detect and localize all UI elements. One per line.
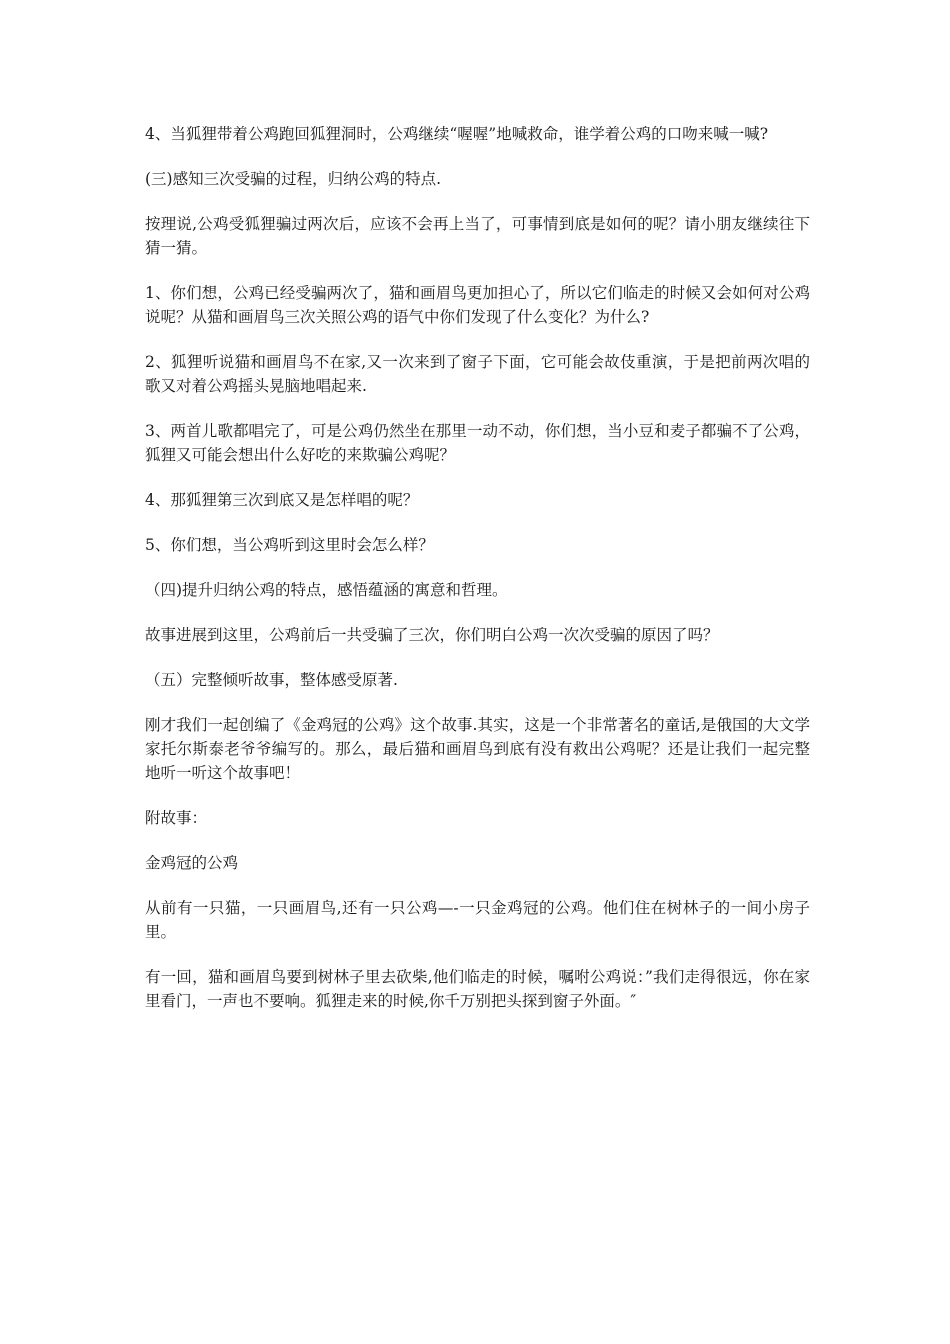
paragraph-question-1: 1、你们想，公鸡已经受骗两次了，猫和画眉鸟更加担心了，所以它们临走的时候又会如何对公鸡说呢？从猫和画眉鸟三次关照公鸡的语气中你们发现了什么变化？为什么? bbox=[145, 284, 810, 326]
story-paragraph-2: 有一回，猫和画眉鸟要到树林子里去砍柴,他们临走的时候，嘱咐公鸡说：”我们走得很远，你在家里看门，一声也不要响。狐狸走来的时候,你千万别把头探到窗子外面。″ bbox=[145, 968, 810, 1010]
story-title: 金鸡冠的公鸡 bbox=[145, 854, 239, 872]
section-heading-five: （五）完整倾听故事，整体感受原著. bbox=[145, 671, 398, 689]
story-paragraph-1: 从前有一只猫，一只画眉鸟,还有一只公鸡—-一只金鸡冠的公鸡。他们住在树林子的一间小房子里。 bbox=[145, 899, 810, 941]
paragraph-question-4: 4、那狐狸第三次到底又是怎样唱的呢？ bbox=[145, 491, 419, 509]
section-heading-three: (三)感知三次受骗的过程，归纳公鸡的特点. bbox=[145, 170, 442, 188]
paragraph-step-4-fox-den: 4、当狐狸带着公鸡跑回狐狸洞时，公鸡继续“喔喔”地喊救命，谁学着公鸡的口吻来喊一喊? bbox=[145, 125, 769, 143]
paragraph-tolstoy-intro: 刚才我们一起创编了《金鸡冠的公鸡》这个故事.其实，这是一个非常著名的童话,是俄国的大文学家托尔斯泰老爷爷编写的。那么，最后猫和画眉鸟到底有没有救出公鸡呢？还是让我们一起完整地听一听这个故事吧！ bbox=[145, 716, 810, 782]
paragraph-guess-intro: 按理说,公鸡受狐狸骗过两次后，应该不会再上当了，可事情到底是如何的呢？请小朋友继续往下猜一猜。 bbox=[145, 215, 810, 257]
paragraph-reason-question: 故事进展到这里，公鸡前后一共受骗了三次，你们明白公鸡一次次受骗的原因了吗？ bbox=[145, 626, 719, 644]
paragraph-question-3: 3、两首儿歌都唱完了，可是公鸡仍然坐在那里一动不动，你们想，当小豆和麦子都骗不了公鸡，狐狸又可能会想出什么好吃的来欺骗公鸡呢？ bbox=[145, 422, 810, 464]
paragraph-question-2: 2、狐狸听说猫和画眉鸟不在家,又一次来到了窗子下面，它可能会故伎重演，于是把前两次唱的歌又对着公鸡摇头晃脑地唱起来. bbox=[145, 353, 810, 395]
paragraph-question-5: 5、你们想，当公鸡听到这里时会怎么样？ bbox=[145, 536, 434, 554]
document-body bbox=[145, 122, 810, 1034]
appendix-label: 附故事： bbox=[145, 809, 208, 827]
section-heading-four: （四)提升归纳公鸡的特点，感悟蕴涵的寓意和哲理。 bbox=[145, 581, 508, 599]
